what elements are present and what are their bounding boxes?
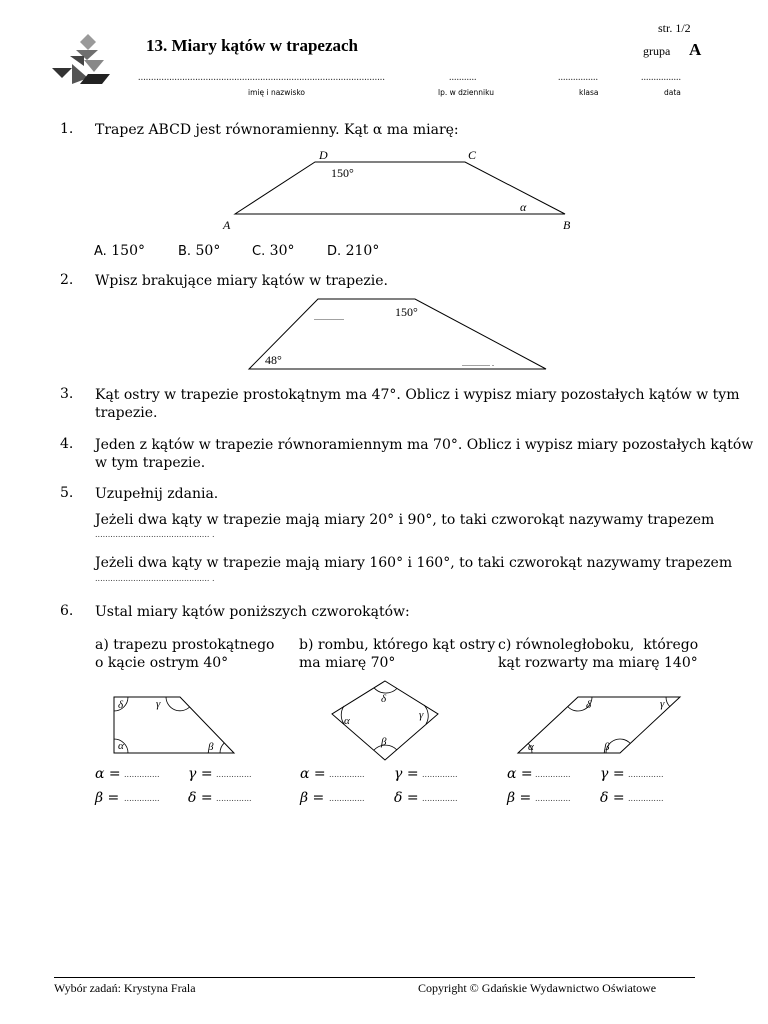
q1-text: Trapez ABCD jest równoramienny. Kąt α ma miarę:	[95, 122, 459, 138]
q3-line1: Kąt ostry w trapezie prostokątnym ma 47°. Oblicz i wypisz miary pozostałych kątów w tym	[95, 387, 740, 403]
q6b-beta: β	[381, 736, 387, 748]
q4-line2: w tym trapezie.	[95, 455, 206, 471]
q1-angle-alpha: α	[520, 200, 527, 214]
q6a-beta: β	[208, 741, 214, 753]
date-field-label: data	[664, 88, 681, 97]
q5-blank-2[interactable]: ............................................. .	[95, 574, 215, 583]
q1-label-d: D	[319, 148, 328, 162]
q1-answer-b[interactable]	[178, 242, 220, 261]
footer-rule	[54, 977, 695, 978]
q1-answer-b-letter: B.	[178, 244, 192, 259]
q6c-gamma-eq: γ =	[600, 766, 625, 782]
footer-copyright: Copyright © Gdańskie Wydawnictwo Oświatowe	[418, 981, 657, 995]
q6a-gamma: γ	[156, 698, 161, 710]
q6c-delta: δ	[586, 699, 592, 711]
q6b-alpha-eq: α =	[300, 766, 326, 782]
q6a-right-trapezoid-figure	[108, 690, 243, 760]
q6c-gamma-blank[interactable]: ..............	[628, 770, 664, 779]
lp-field-dots[interactable]: ...........	[449, 72, 477, 83]
q6c-alpha-eq: α =	[507, 766, 533, 782]
q1-answer-a[interactable]	[94, 242, 145, 261]
q1-answer-c-letter: C.	[252, 244, 266, 259]
q2-text: Wpisz brakujące miary kątów w trapezie.	[95, 273, 389, 289]
q1-label-b: B	[563, 218, 571, 232]
q6a-alpha-eq: α =	[95, 766, 121, 782]
page-number: str. 1/2	[658, 21, 691, 35]
q6c-delta-blank[interactable]: ..............	[628, 794, 664, 803]
q6a-alpha-blank[interactable]: ..............	[124, 770, 160, 779]
q3-number: 3.	[60, 386, 74, 402]
q6b-delta: δ	[381, 693, 387, 705]
q5-sentence-2: Jeżeli dwa kąty w trapezie mają miary 160° i 160°, to taki czworokąt nazywamy trapezem	[95, 555, 733, 571]
lp-field-label: lp. w dzienniku	[438, 88, 494, 97]
q6b-gamma-eq: γ =	[394, 766, 419, 782]
q1-answer-c-value: 30°	[269, 243, 295, 259]
q6b-rhombus-figure	[326, 676, 444, 764]
q1-answer-d[interactable]	[327, 242, 379, 261]
q6b-beta-eq: β =	[300, 790, 325, 806]
q1-answer-a-value: 150°	[111, 243, 145, 259]
class-field-label: klasa	[579, 88, 599, 97]
q6a-alpha: α	[118, 740, 124, 752]
q6c-delta-eq: δ =	[600, 790, 625, 806]
q1-answer-a-letter: A.	[94, 244, 107, 259]
q6a-line1: a) trapezu prostokątnego	[95, 637, 275, 653]
q3-line2: trapezie.	[95, 405, 158, 421]
q6a-gamma-blank[interactable]: ..............	[216, 770, 252, 779]
q6b-delta-blank[interactable]: ..............	[422, 794, 458, 803]
q2-angle-48: 48°	[265, 353, 282, 367]
q6a-delta-blank[interactable]: ..............	[216, 794, 252, 803]
q5-text: Uzupełnij zdania.	[95, 486, 219, 502]
q6c-beta-blank[interactable]: ..............	[535, 794, 571, 803]
q6c-parallelogram-figure	[512, 690, 688, 760]
q4-number: 4.	[60, 436, 74, 452]
page-title: 13. Miary kątów w trapezach	[146, 36, 358, 55]
q4-line1: Jeden z kątów w trapezie równoramiennym ma 70°. Oblicz i wypisz miary pozostałych kątów	[95, 437, 754, 453]
footer-author: Wybór zadań: Krystyna Frala	[54, 981, 196, 995]
q6c-gamma: γ	[660, 698, 665, 710]
q6c-line1: c) równoległoboku, którego	[498, 637, 699, 653]
q6-text: Ustal miary kątów poniższych czworokątów:	[95, 604, 410, 620]
tangram-logo-icon	[48, 34, 118, 86]
q6b-line1: b) rombu, którego kąt ostry	[299, 637, 496, 653]
q2-blank-top[interactable]: ...............	[314, 313, 344, 322]
q6b-alpha-blank[interactable]: ..............	[329, 770, 365, 779]
q6a-line2: o kącie ostrym 40°	[95, 655, 229, 671]
q1-angle-150: 150°	[331, 166, 354, 180]
name-field-dots[interactable]: ...............................................................................................	[138, 72, 385, 83]
q5-blank-1[interactable]: ............................................. .	[95, 530, 215, 539]
q1-number: 1.	[60, 121, 74, 137]
q1-answer-d-letter: D.	[327, 244, 342, 259]
q6a-beta-blank[interactable]: ..............	[124, 794, 160, 803]
q6a-delta: δ	[118, 699, 124, 711]
q6b-delta-eq: δ =	[394, 790, 419, 806]
group-value: A	[689, 40, 702, 59]
q6b-line2: ma miarę 70°	[299, 655, 396, 671]
q6a-delta-eq: δ =	[188, 790, 213, 806]
q1-trapezoid-figure	[215, 145, 585, 235]
group-label: grupa	[643, 44, 671, 58]
q6a-beta-eq: β =	[95, 790, 120, 806]
q2-number: 2.	[60, 272, 74, 288]
q6-number: 6.	[60, 603, 74, 619]
q6b-alpha: α	[344, 715, 350, 727]
name-field-label: imię i nazwisko	[248, 88, 306, 97]
q6c-beta: β	[604, 741, 610, 753]
q2-angle-150: 150°	[395, 305, 418, 319]
q1-answer-b-value: 50°	[195, 243, 221, 259]
q6a-gamma-eq: γ =	[188, 766, 213, 782]
q6c-beta-eq: β =	[507, 790, 532, 806]
q6c-alpha: α	[528, 741, 534, 753]
q5-number: 5.	[60, 485, 74, 501]
q6b-gamma: γ	[419, 709, 424, 721]
q2-trapezoid-figure	[240, 292, 560, 377]
q6b-gamma-blank[interactable]: ..............	[422, 770, 458, 779]
q1-label-a: A	[223, 218, 231, 232]
q1-answer-c[interactable]	[252, 242, 295, 261]
date-field-dots[interactable]: ................	[641, 72, 681, 83]
q6c-line2: kąt rozwarty ma miarę 140°	[498, 655, 698, 671]
class-field-dots[interactable]: ................	[558, 72, 598, 83]
q1-label-c: C	[468, 148, 477, 162]
q6b-beta-blank[interactable]: ..............	[329, 794, 365, 803]
q6c-alpha-blank[interactable]: ..............	[535, 770, 571, 779]
q5-sentence-1: Jeżeli dwa kąty w trapezie mają miary 20° i 90°, to taki czworokąt nazywamy trapezem	[95, 512, 715, 528]
q2-blank-bottom[interactable]: .............. .	[462, 359, 494, 368]
q1-answer-d-value: 210°	[345, 243, 380, 259]
